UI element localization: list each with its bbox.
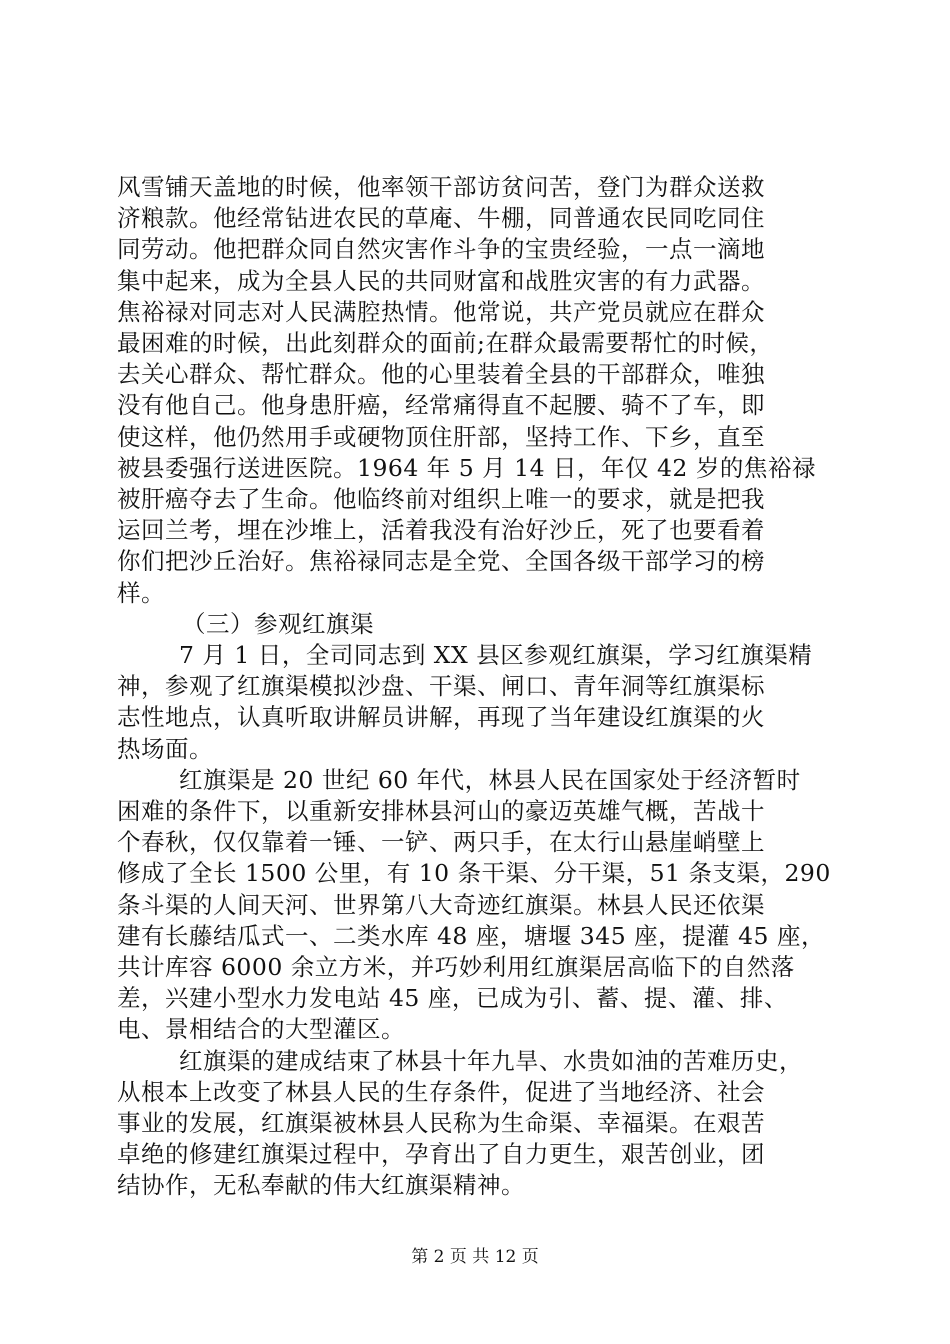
text-line: 集中起来，成为全县人民的共同财富和战胜灾害的有力武器。	[117, 266, 765, 295]
text-line: 运回兰考，埋在沙堆上，活着我没有治好沙丘，死了也要看着	[117, 516, 765, 545]
text-line: 被县委强行送进医院。1964 年 5 月 14 日，年仅 42 岁的焦裕禄	[117, 453, 816, 482]
text-line: 没有他自己。他身患肝癌，经常痛得直不起腰、骑不了车，即	[117, 391, 765, 420]
text-line: 困难的条件下，以重新安排林县河山的豪迈英雄气概，苦战十	[117, 797, 765, 825]
text-line: 卓绝的修建红旗渠过程中，孕育出了自力更生，艰苦创业，团	[117, 1140, 765, 1169]
text-line: 焦裕禄对同志对人民满腔热情。他常说，共产党员就应在群众	[117, 297, 765, 326]
text-line: 差，兴建小型水力发电站 45 座，已成为引、蓄、提、灌、排、	[117, 984, 788, 1013]
text-line: 你们把沙丘治好。焦裕禄同志是全党、全国各级干部学习的榜	[117, 547, 765, 576]
text-line: 结协作，无私奉献的伟大红旗渠精神。	[117, 1171, 525, 1200]
text-line: 7 月 1 日，全司同志到 XX 县区参观红旗渠，学习红旗渠精	[179, 641, 813, 669]
text-line: 最困难的时候，出此刻群众的面前;在群众最需要帮忙的时候，	[117, 329, 774, 357]
text-line: 电、景相结合的大型灌区。	[117, 1015, 405, 1044]
text-line: 被肝癌夺去了生命。他临终前对组织上唯一的要求，就是把我	[117, 485, 765, 513]
text-line: 个春秋，仅仅靠着一锤、一铲、两只手，在太行山悬崖峭壁上	[117, 828, 765, 857]
text-line: 红旗渠的建成结束了林县十年九旱、水贵如油的苦难历史，	[179, 1046, 803, 1075]
text-line: 使这样，他仍然用手或硬物顶住肝部，坚持工作、下乡，直至	[117, 422, 765, 451]
text-line: 济粮款。他经常钻进农民的草庵、牛棚，同普通农民同吃同住	[117, 204, 765, 233]
text-line: 红旗渠是 20 世纪 60 年代，林县人民在国家处于经济暂时	[179, 765, 801, 794]
text-line: 事业的发展，红旗渠被林县人民称为生命渠、幸福渠。在艰苦	[117, 1109, 765, 1137]
text-line: 样。	[117, 578, 165, 607]
text-line: 风雪铺天盖地的时候，他率领干部访贫问苦，登门为群众送救	[117, 173, 765, 201]
text-line: 同劳动。他把群众同自然灾害作斗争的宝贵经验，一点一滴地	[117, 235, 765, 264]
text-line: 热场面。	[117, 734, 213, 763]
text-line: 从根本上改变了林县人民的生存条件，促进了当地经济、社会	[117, 1077, 765, 1106]
text-line: 神，参观了红旗渠模拟沙盘、干渠、闸口、青年洞等红旗渠标	[117, 672, 765, 701]
text-line: 志性地点，认真听取讲解员讲解，再现了当年建设红旗渠的火	[117, 703, 765, 732]
text-line: 共计库容 6000 余立方米，并巧妙利用红旗渠居高临下的自然落	[117, 953, 795, 981]
section-heading: （三）参观红旗渠	[182, 609, 374, 638]
text-line: 修成了全长 1500 公里，有 10 条干渠、分干渠，51 条支渠，290	[117, 859, 831, 888]
text-line: 条斗渠的人间天河、世界第八大奇迹红旗渠。林县人民还依渠	[117, 890, 765, 919]
text-line: 去关心群众、帮忙群众。他的心里装着全县的干部群众，唯独	[117, 360, 765, 389]
text-line: 建有长藤结瓜式一、二类水库 48 座，塘堰 345 座，提灌 45 座，	[117, 921, 825, 950]
page-number-footer: 第 2 页 共 12 页	[411, 1247, 539, 1267]
